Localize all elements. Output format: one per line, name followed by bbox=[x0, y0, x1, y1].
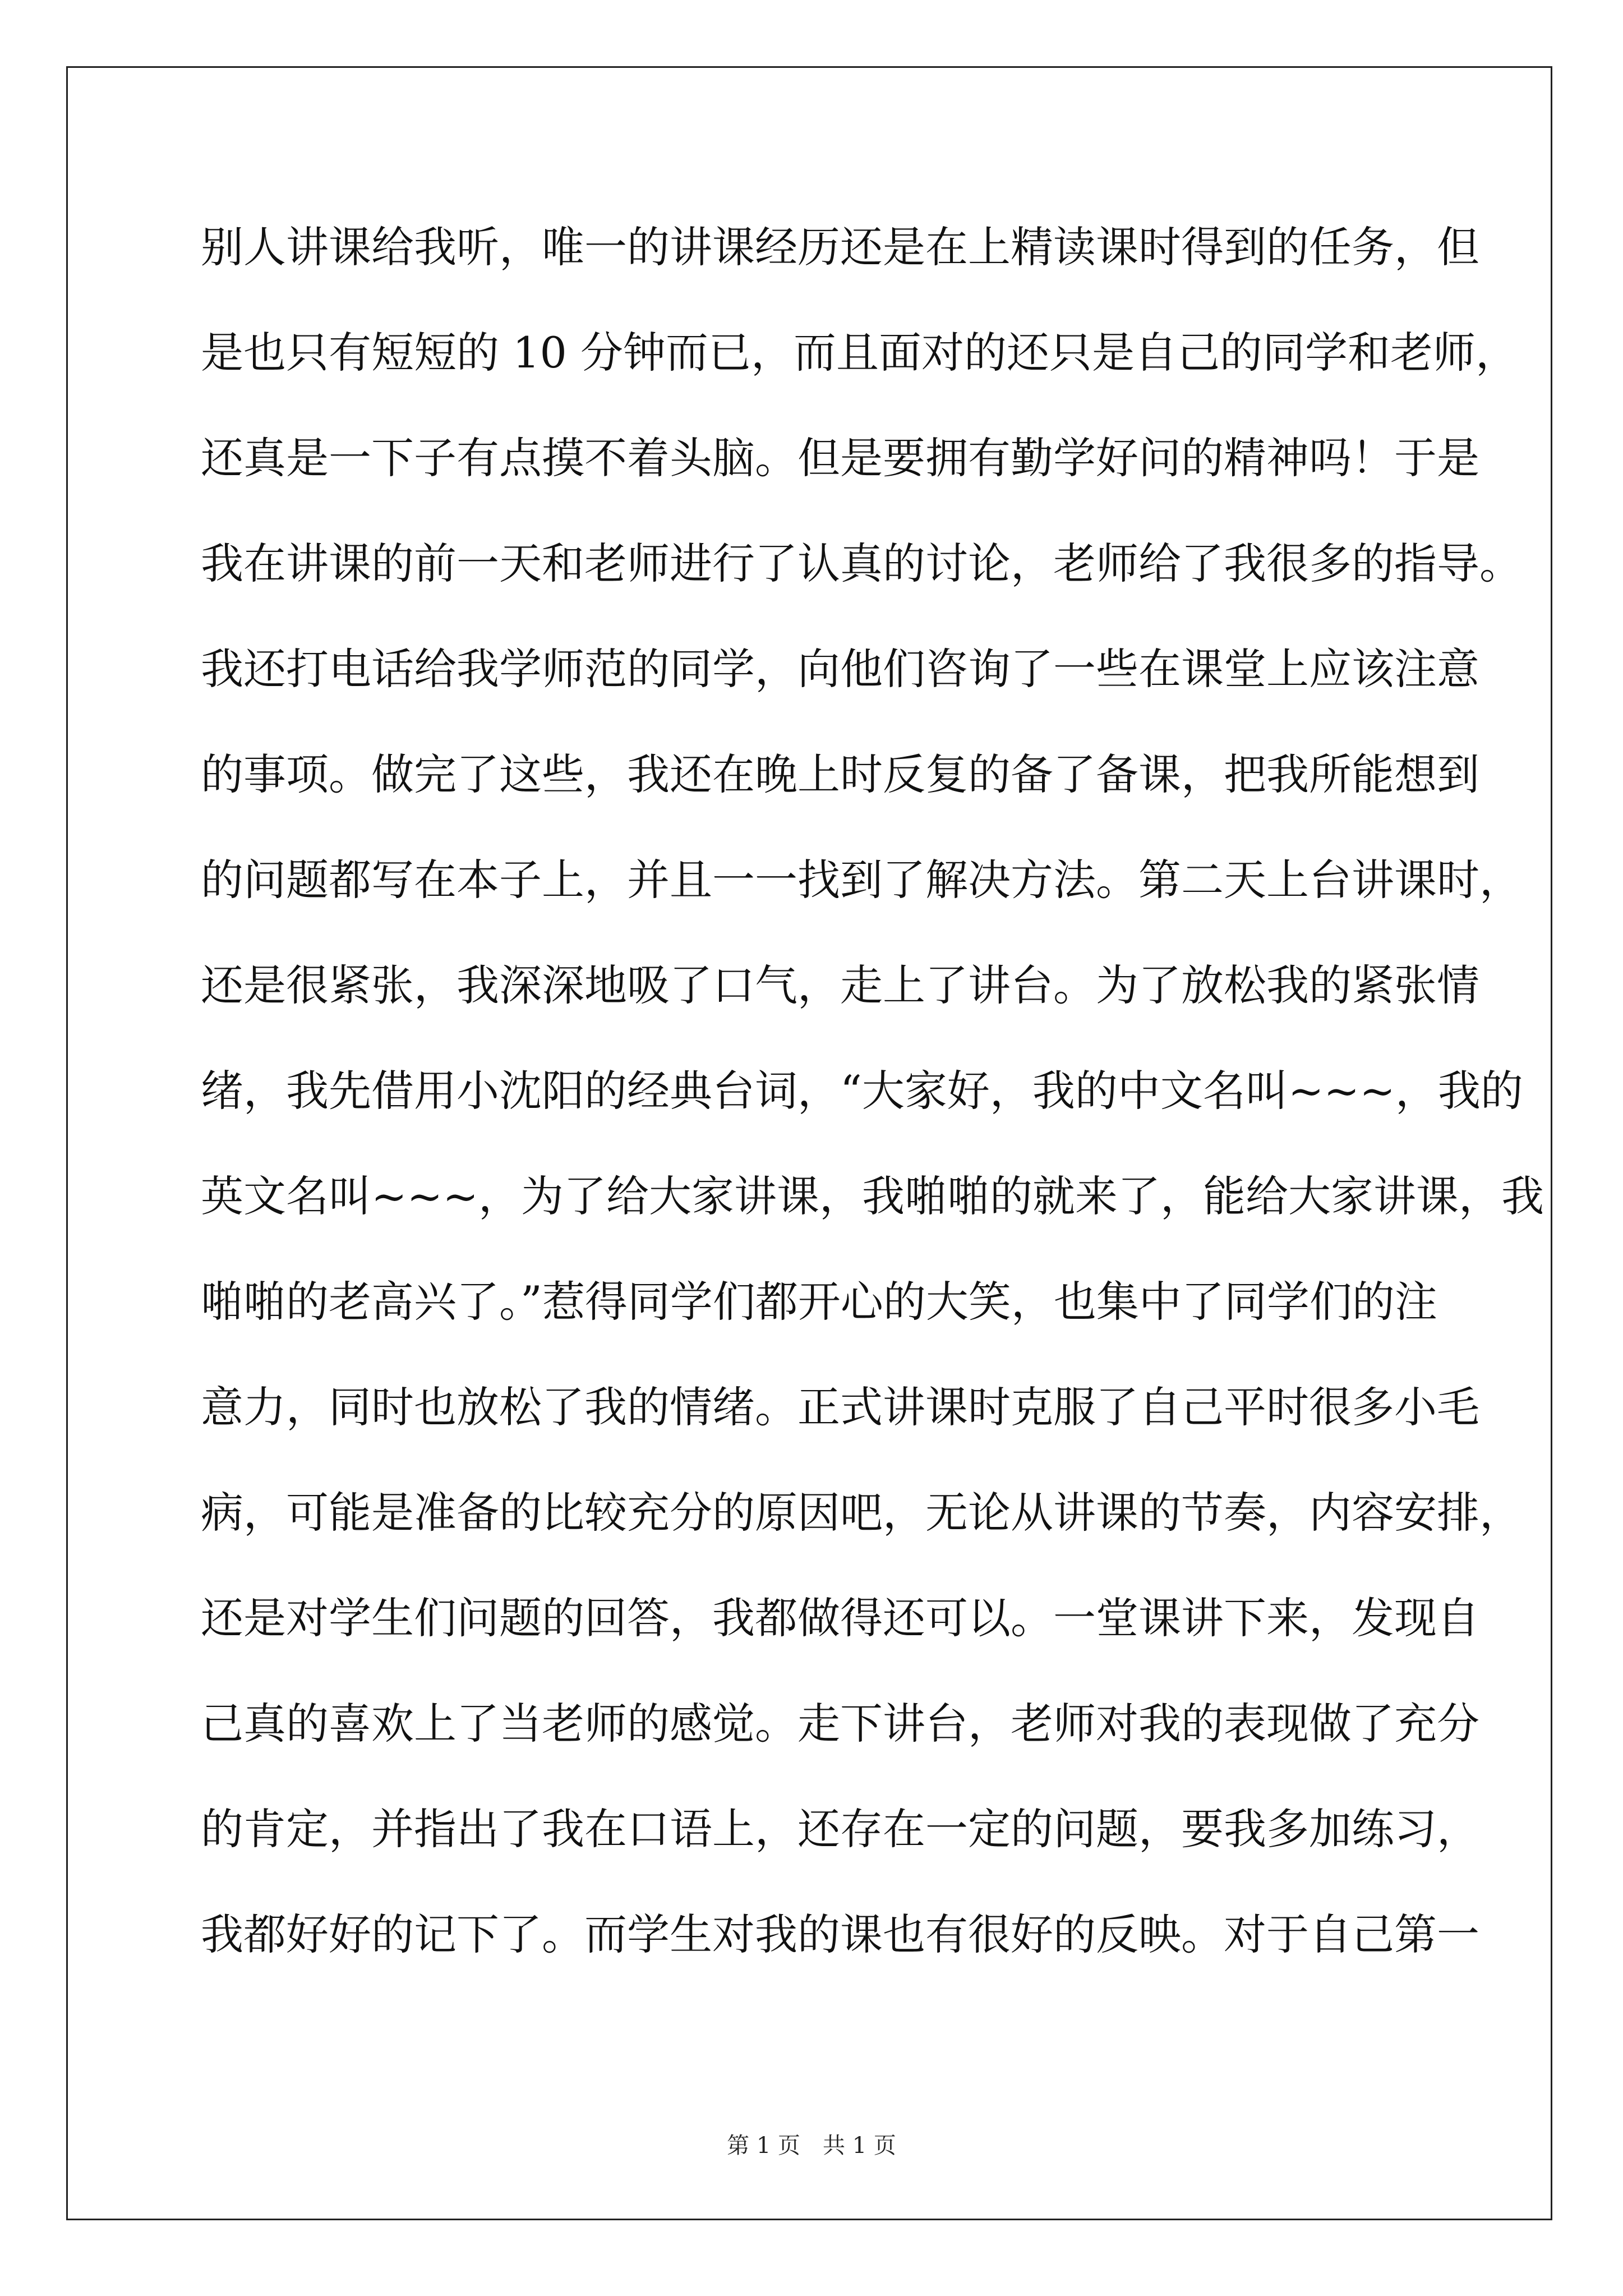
text-line: 还是很紧张，我深深地吸了口气，走上了讲台。为了放松我的紧张情 bbox=[201, 960, 1479, 1010]
text-line: 啪啪的老高兴了。”惹得同学们都开心的大笑，也集中了同学们的注 bbox=[201, 1277, 1437, 1327]
text-line: 我都好好的记下了。而学生对我的课也有很好的反映。对于自己第一 bbox=[201, 1910, 1479, 1959]
page-total: 共 1 页 bbox=[823, 2133, 896, 2159]
text-line: 还真是一下子有点摸不着头脑。但是要拥有勤学好问的精神吗！于是 bbox=[201, 433, 1479, 483]
text-line: 还是对学生们问题的回答，我都做得还可以。一堂课讲下来，发现自 bbox=[201, 1593, 1479, 1643]
document-body bbox=[201, 214, 1544, 2007]
text-line: 我还打电话给我学师范的同学，向他们咨询了一些在课堂上应该注意 bbox=[201, 644, 1479, 694]
text-line: 病，可能是准备的比较充分的原因吧，无论从讲课的节奏，内容安排， bbox=[201, 1488, 1522, 1538]
text-line: 绪，我先借用小沈阳的经典台词，“大家好，我的中文名叫~~~，我的 bbox=[201, 1066, 1523, 1116]
text-line: 意力，同时也放松了我的情绪。正式讲课时克服了自己平时很多小毛 bbox=[201, 1382, 1479, 1432]
text-line: 我在讲课的前一天和老师进行了认真的讨论，老师给了我很多的指导。 bbox=[201, 539, 1522, 588]
page-number: 第 1 页 bbox=[727, 2133, 800, 2159]
text-line: 的事项。做完了这些，我还在晚上时反复的备了备课，把我所能想到 bbox=[201, 749, 1479, 799]
text-line: 英文名叫~~~，为了给大家讲课，我啪啪的就来了，能给大家讲课，我 bbox=[201, 1171, 1544, 1221]
text-line: 别人讲课给我听，唯一的讲课经历还是在上精读课时得到的任务，但 bbox=[201, 222, 1479, 272]
text-line: 己真的喜欢上了当老师的感觉。走下讲台，老师对我的表现做了充分 bbox=[201, 1699, 1479, 1749]
page-footer bbox=[0, 2129, 1623, 2162]
text-line: 的肯定，并指出了我在口语上，还存在一定的问题，要我多加练习， bbox=[201, 1804, 1479, 1854]
text-line: 的问题都写在本子上，并且一一找到了解决方法。第二天上台讲课时， bbox=[201, 855, 1522, 905]
text-line: 是也只有短短的 10 分钟而已，而且面对的还只是自己的同学和老师， bbox=[201, 328, 1519, 378]
